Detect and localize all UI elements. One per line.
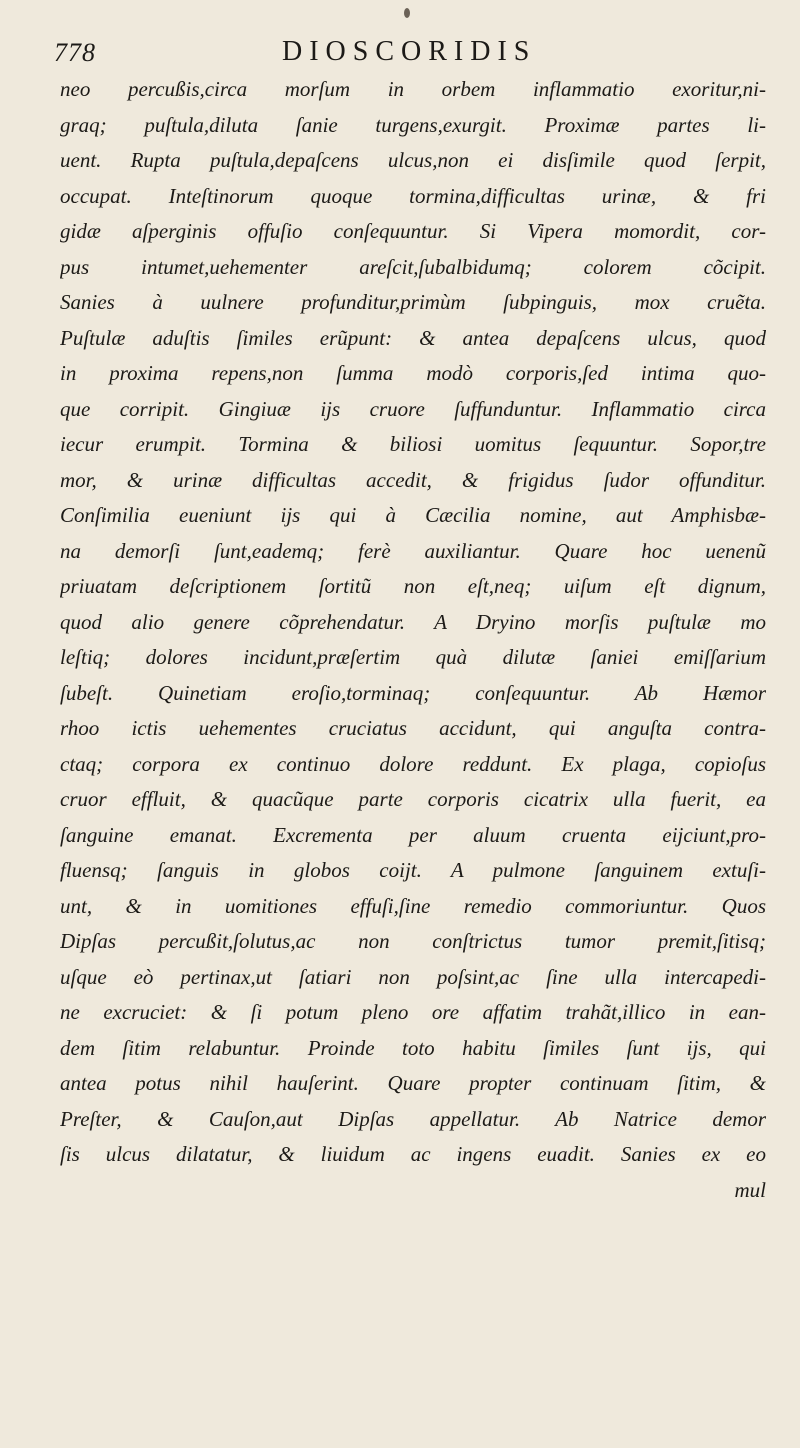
text-line: Sanies à uulnere profunditur,primùm ſubpinguis, mox cruẽta. — [60, 290, 766, 314]
text-line: Conſimilia eueniunt ijs qui à Cæcilia nomine, aut Amphisbæ- — [60, 503, 766, 527]
text-line: uent. Rupta puſtula,depaſcens ulcus,non ei disſimile quod ſerpit, — [60, 148, 766, 172]
text-line: occupat. Inteſtinorum quoque tormina,difficultas urinæ, & fri — [60, 183, 766, 208]
text-line: rhoo ictis uehementes cruciatus accidunt, qui anguſta contra- — [60, 716, 766, 740]
body-text — [60, 72, 766, 1208]
text-line: pus intumet,uehementer areſcit,ſubalbidumq; colorem cõcipit. — [60, 254, 766, 279]
text-line: ne excruciet: & ſi potum pleno ore affatim trahãt,illico in ean- — [60, 1000, 766, 1024]
text-line: ctaq; corpora ex continuo dolore reddunt. Ex plaga, copioſus — [60, 751, 766, 776]
text-line: dem ſitim relabuntur. Proinde toto habitu ſimiles ſunt ijs, qui — [60, 1035, 766, 1060]
text-line: que corripit. Gingiuæ ijs cruore ſuffunduntur. Inflammatio circa — [60, 396, 766, 421]
text-line: neo percußis,circa morſum in orbem inflammatio exoritur,ni- — [60, 77, 766, 101]
text-line: Puſtulæ aduſtis ſimiles erũpunt: & antea depaſcens ulcus, quod — [60, 325, 766, 350]
text-line: fluensq; ſanguis in globos coijt. A pulmone ſanguinem extuſi- — [60, 858, 766, 882]
text-line: quod alio genere cõprehendatur. A Dryino morſis puſtulæ mo — [60, 609, 766, 634]
text-line: Dipſas percußit,ſolutus,ac non conſtrictus tumor premit,ſitisq; — [60, 929, 766, 953]
text-line: priuatam deſcriptionem ſortitũ non eſt,neq; uiſum eſt dignum, — [60, 574, 766, 598]
text-line: uſque eò pertinax,ut ſatiari non poſsint,ac ſine ulla intercapedi- — [60, 964, 766, 989]
text-line: ſubeſt. Quinetiam eroſio,torminaq; conſequuntur. Ab Hæmor — [60, 680, 766, 705]
ink-speck — [404, 8, 410, 18]
running-head: DIOSCORIDIS — [282, 36, 537, 67]
text-line: Preſter, & Cauſon,aut Dipſas appellatur. Ab Natrice demor — [60, 1106, 766, 1131]
text-line: graq; puſtula,diluta ſanie turgens,exurgit. Proximæ partes li- — [60, 112, 766, 137]
text-line: ſis ulcus dilatatur, & liuidum ac ingens euadit. Sanies ex eo — [60, 1142, 766, 1166]
text-line: unt, & in uomitiones effuſi,ſine remedio commoriuntur. Quos — [60, 893, 766, 918]
text-line: iecur erumpit. Tormina & biliosi uomitus ſequuntur. Sopor,tre — [60, 432, 766, 456]
text-line: leſtiq; dolores incidunt,præſertim quà dilutæ ſaniei emiſſarium — [60, 645, 766, 669]
text-line: gidæ aſperginis offuſio conſequuntur. Si Vipera momordit, cor- — [60, 219, 766, 243]
text-line: in proxima repens,non ſumma modò corporis,ſed intima quo- — [60, 361, 766, 385]
text-line: na demorſi ſunt,eademq; ferè auxiliantur. Quare hoc uenenũ — [60, 538, 766, 563]
text-line: antea potus nihil hauſerint. Quare propter continuam ſitim, & — [60, 1071, 766, 1095]
text-line: mul — [734, 1177, 766, 1202]
text-line: ſanguine emanat. Excrementa per aluum cruenta eijciunt,pro- — [60, 822, 766, 847]
page-number: 778 — [54, 38, 96, 67]
text-line: cruor effluit, & quacũque parte corporis cicatrix ulla fuerit, ea — [60, 787, 766, 811]
text-line: mor, & urinæ difficultas accedit, & frigidus ſudor offunditur. — [60, 467, 766, 492]
